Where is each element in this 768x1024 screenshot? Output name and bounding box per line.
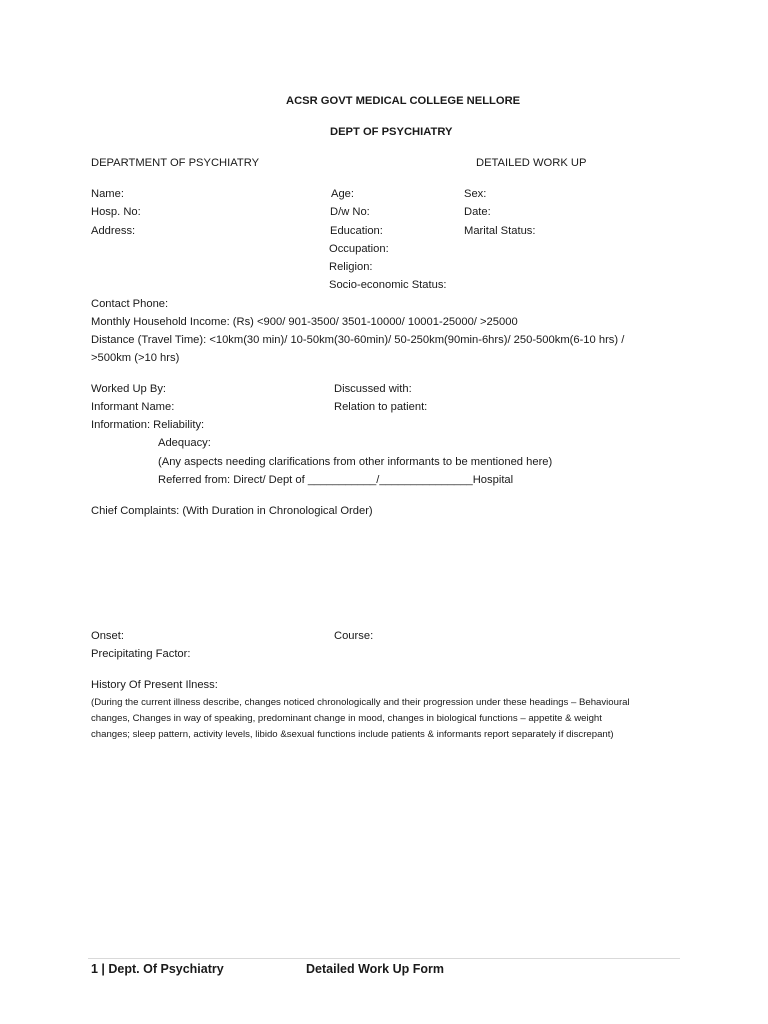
- date-field-label: Date:: [464, 206, 491, 218]
- history-instructions-line1: (During the current illness describe, changes noticed chronologically and their progression under these headings – Behavioural: [91, 697, 630, 708]
- history-instructions-line2: changes, Changes in way of speaking, predominant change in mood, changes in biological functions – appetite & weight: [91, 713, 602, 724]
- marital-status-field-label: Marital Status:: [464, 225, 536, 237]
- religion-field-label: Religion:: [329, 261, 373, 273]
- footer-form-title: Detailed Work Up Form: [306, 962, 444, 976]
- education-field-label: Education:: [330, 225, 383, 237]
- precipitating-factor-label: Precipitating Factor:: [91, 648, 191, 660]
- distance-options-line1: Distance (Travel Time): <10km(30 min)/ 10-50km(30-60min)/ 50-250km(90min-6hrs)/ 250-500km(6-10 hrs) /: [91, 334, 625, 346]
- name-field-label: Name:: [91, 188, 124, 200]
- address-field-label: Address:: [91, 225, 136, 237]
- history-present-illness-heading: History Of Present Ilness:: [91, 679, 218, 691]
- worked-up-by-label: Worked Up By:: [91, 383, 167, 395]
- relation-to-patient-label: Relation to patient:: [334, 401, 428, 413]
- occupation-field-label: Occupation:: [329, 243, 389, 255]
- course-label: Course:: [334, 630, 374, 642]
- sex-field-label: Sex:: [464, 188, 487, 200]
- adequacy-label: Adequacy:: [158, 437, 211, 449]
- department-label: DEPARTMENT OF PSYCHIATRY: [91, 157, 260, 169]
- dept-heading: DEPT OF PSYCHIATRY: [330, 126, 453, 138]
- socio-economic-field-label: Socio-economic Status:: [329, 279, 447, 291]
- informant-name-label: Informant Name:: [91, 401, 175, 413]
- referred-from-label: Referred from: Direct/ Dept of ___________/_______________Hospital: [158, 474, 514, 486]
- history-instructions-line3: changes; sleep pattern, activity levels, libido &sexual functions include patients & informants report separately if discrepant): [91, 729, 614, 740]
- footer-page-label: 1 | Dept. Of Psychiatry: [91, 962, 224, 976]
- contact-phone-field-label: Contact Phone:: [91, 298, 169, 310]
- footer-divider: [88, 958, 680, 959]
- discussed-with-label: Discussed with:: [334, 383, 412, 395]
- hosp-no-field-label: Hosp. No:: [91, 206, 141, 218]
- dw-no-field-label: D/w No:: [330, 206, 370, 218]
- information-reliability-label: Information: Reliability:: [91, 419, 205, 431]
- detailed-work-up-label: DETAILED WORK UP: [476, 157, 587, 169]
- chief-complaints-heading: Chief Complaints: (With Duration in Chronological Order): [91, 505, 373, 517]
- onset-label: Onset:: [91, 630, 124, 642]
- college-title: ACSR GOVT MEDICAL COLLEGE NELLORE: [286, 95, 521, 107]
- clarifications-note: (Any aspects needing clarifications from other informants to be mentioned here): [158, 456, 553, 468]
- age-field-label: Age:: [331, 188, 355, 200]
- income-options: Monthly Household Income: (Rs) <900/ 901-3500/ 3501-10000/ 10001-25000/ >25000: [91, 316, 518, 328]
- distance-options-line2: >500km (>10 hrs): [91, 352, 180, 364]
